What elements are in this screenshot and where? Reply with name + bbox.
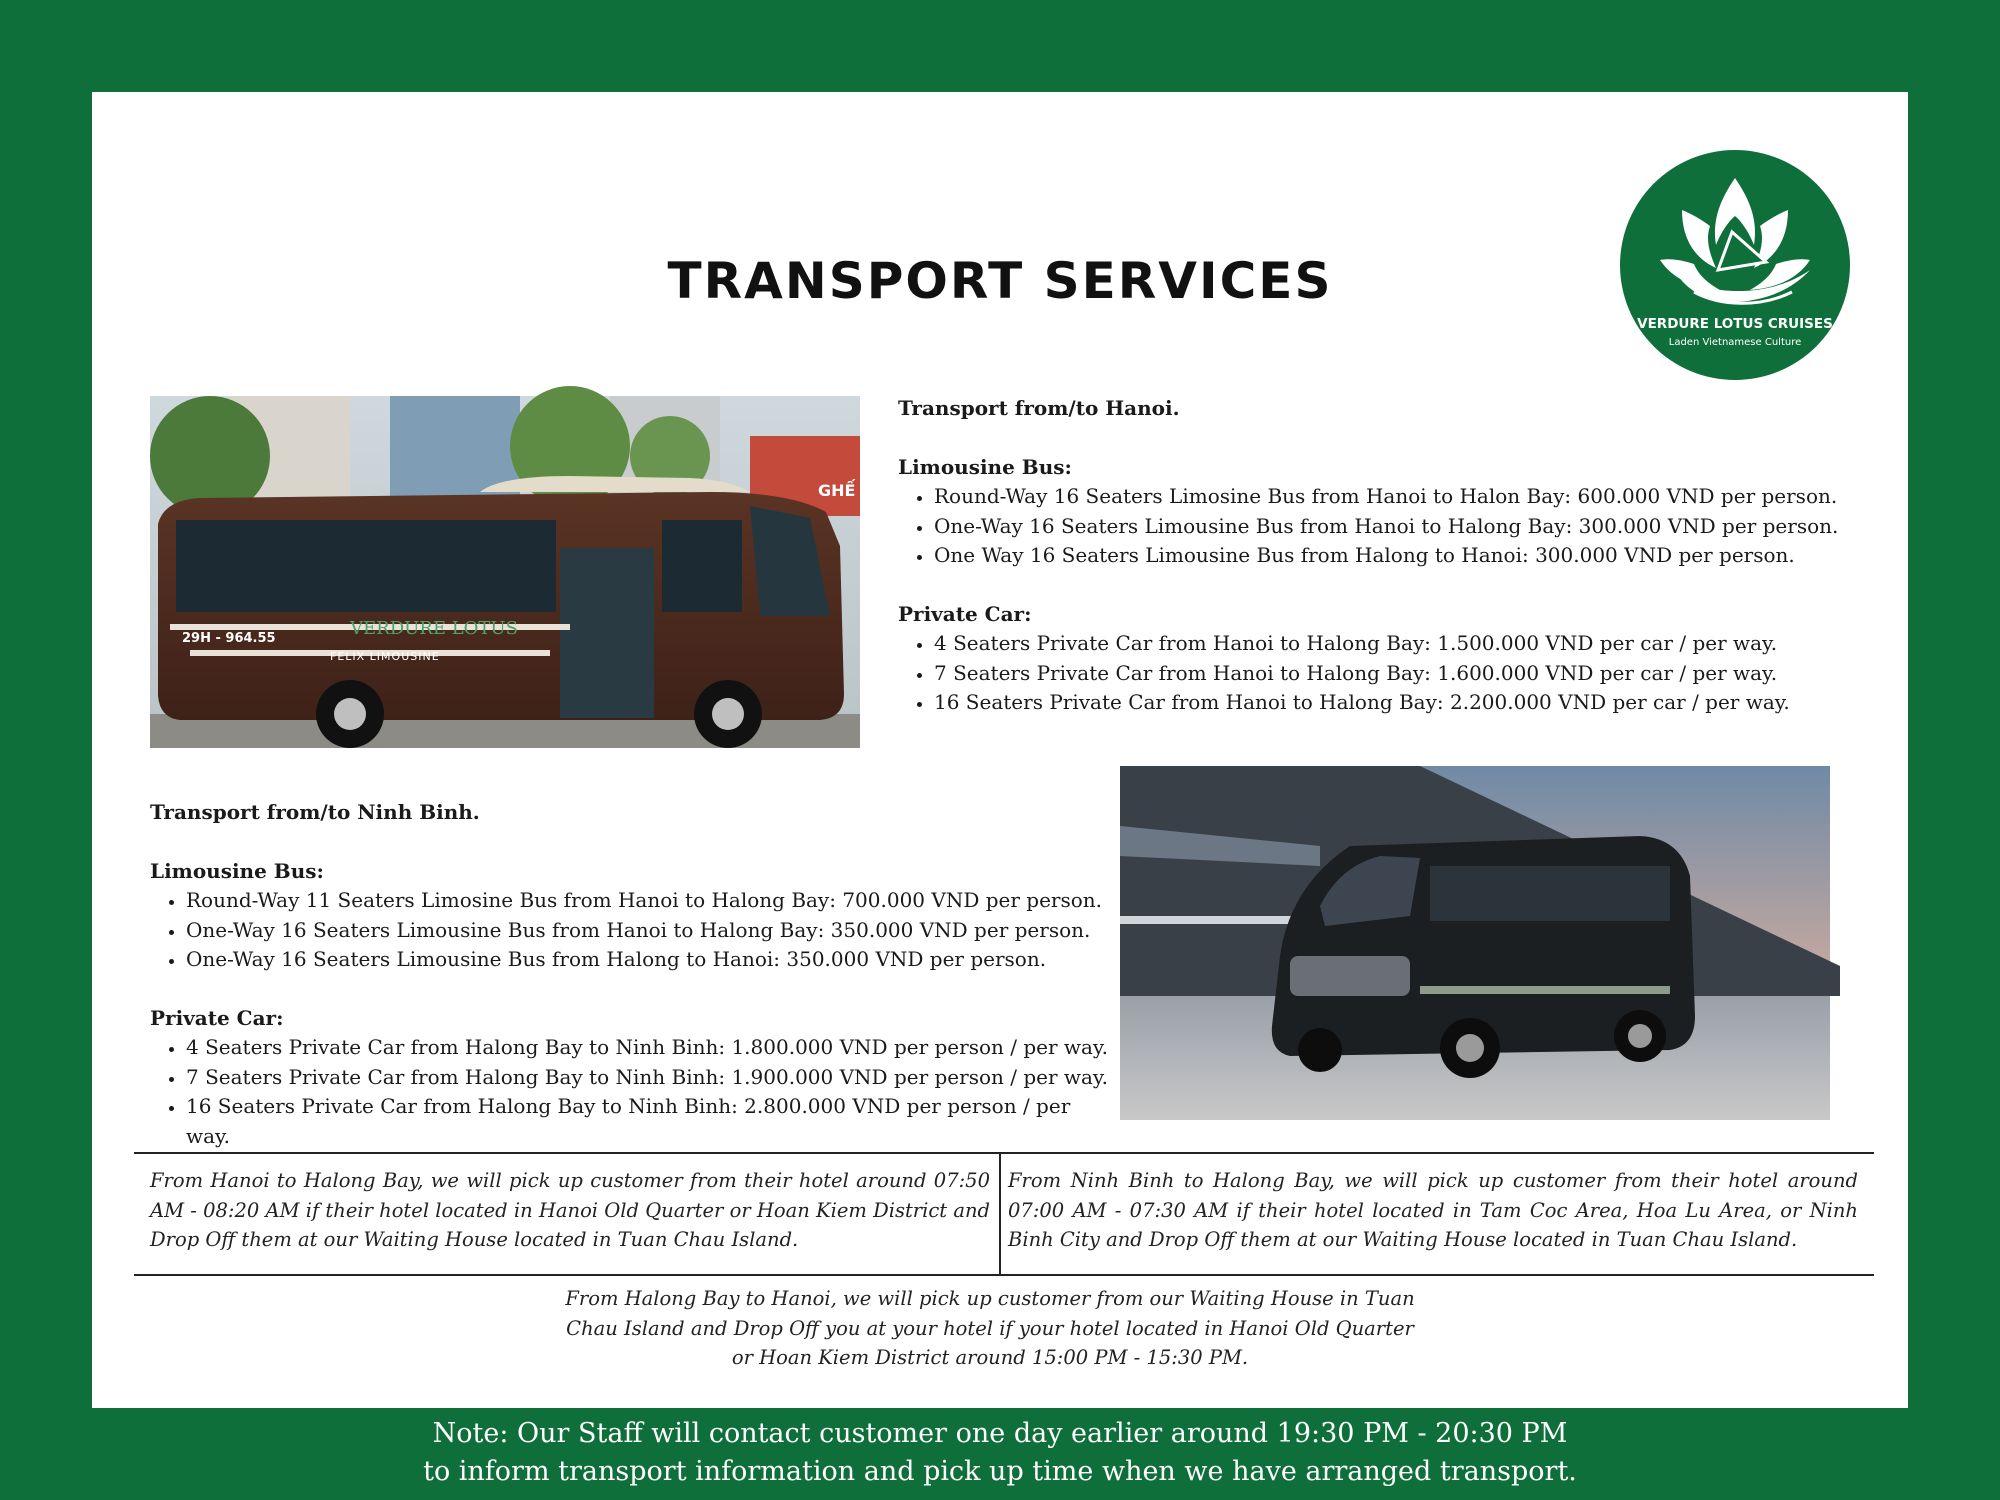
list-item: • 7 Seaters Private Car from Hanoi to Halong Bay: 1.600.000 VND per car / per way.: [934, 659, 1878, 689]
logo-tagline: Laden Vietnamese Culture: [1668, 337, 1802, 348]
section-heading: Transport from/to Ninh Binh.: [150, 800, 480, 824]
price-list: [898, 629, 1878, 718]
subsection-heading: Private Car:: [898, 601, 1032, 626]
pickup-ninh-binh-to-halong: From Ninh Binh to Halong Bay, we will pick up customer from their hotel around 07:00 AM - 07:30 AM if their hotel located in Tam Coc Area, Hoa Lu Area, or Ninh Binh City and Drop Off them at our Waiting House located in Tuan Chau Island.: [1008, 1169, 1858, 1251]
pickup-hanoi-to-halong: From Hanoi to Halong Bay, we will pick up customer from their hotel around 07:50 AM - 08:20 AM if their hotel located in Hanoi Old Quarter or Hoan Kiem District and Drop Off them at our Waiting House located in Tuan Chau Island.: [150, 1169, 990, 1251]
document-sheet: [92, 92, 1908, 1408]
price-list: [150, 1033, 1110, 1151]
section-heading: Transport from/to Hanoi.: [898, 396, 1180, 420]
list-item: • One-Way 16 Seaters Limousine Bus from Halong to Hanoi: 350.000 VND per person.: [186, 945, 1110, 975]
table-divider: [134, 1274, 1874, 1276]
list-item: • 4 Seaters Private Car from Halong Bay to Ninh Binh: 1.800.000 VND per person / per way.: [186, 1033, 1110, 1063]
lotus-boat-icon: [1620, 150, 1850, 380]
list-item: • One-Way 16 Seaters Limousine Bus from Hanoi to Halong Bay: 350.000 VND per person.: [186, 916, 1110, 946]
list-item: • One-Way 16 Seaters Limousine Bus from Hanoi to Halong Bay: 300.000 VND per person.: [934, 512, 1878, 542]
ninh-binh-transport-section: [150, 798, 1110, 1151]
bus-model: FELIX LIMOUSINE: [330, 650, 440, 663]
logo-name: VERDURE LOTUS CRUISES: [1637, 316, 1833, 332]
list-item: • Round-Way 11 Seaters Limosine Bus from Hanoi to Halong Bay: 700.000 VND per person.: [186, 886, 1110, 916]
subsection-heading: Private Car:: [150, 1005, 284, 1030]
list-item: • 16 Seaters Private Car from Halong Bay to Ninh Binh: 2.800.000 VND per person / per way.: [186, 1092, 1110, 1151]
limousine-van-photo: [1120, 766, 1830, 1120]
hanoi-transport-section: [898, 394, 1878, 718]
subsection-heading: Limousine Bus:: [898, 454, 1072, 479]
note-line: Note: Our Staff will contact customer one day earlier around 19:30 PM - 20:30 PM: [432, 1418, 1568, 1449]
list-item: • 16 Seaters Private Car from Hanoi to Halong Bay: 2.200.000 VND per car / per way.: [934, 688, 1878, 718]
brand-logo: [1620, 150, 1850, 380]
table-divider: [999, 1152, 1001, 1276]
list-item: • One Way 16 Seaters Limousine Bus from Halong to Hanoi: 300.000 VND per person.: [934, 541, 1878, 571]
list-item: • Round-Way 16 Seaters Limosine Bus from Hanoi to Halon Bay: 600.000 VND per person.: [934, 482, 1878, 512]
pickup-halong-to-hanoi: From Halong Bay to Hanoi, we will pick up customer from our Waiting House in Tuan Chau Island and Drop Off you at your hotel if your hotel located in Hanoi Old Quarter or Hoan Kiem District around 15:00 PM - 15:30 PM.: [565, 1287, 1415, 1369]
bus-brand: VERDURE LOTUS: [350, 618, 518, 639]
note-line: to inform transport information and pick up time when we have arranged transport.: [423, 1456, 1577, 1487]
table-divider: [134, 1152, 1874, 1154]
list-item: • 7 Seaters Private Car from Halong Bay to Ninh Binh: 1.900.000 VND per person / per way.: [186, 1063, 1110, 1093]
bus-plate: 29H - 964.55: [182, 631, 276, 646]
staff-contact-note: [0, 1415, 2000, 1491]
price-list: [898, 482, 1878, 571]
page-title: TRANSPORT SERVICES: [667, 252, 1333, 310]
limousine-bus-photo: [150, 396, 875, 748]
price-list: [150, 886, 1110, 975]
shop-sign: GHẾ N: [818, 481, 875, 500]
list-item: • 4 Seaters Private Car from Hanoi to Halong Bay: 1.500.000 VND per car / per way.: [934, 629, 1878, 659]
subsection-heading: Limousine Bus:: [150, 858, 324, 883]
